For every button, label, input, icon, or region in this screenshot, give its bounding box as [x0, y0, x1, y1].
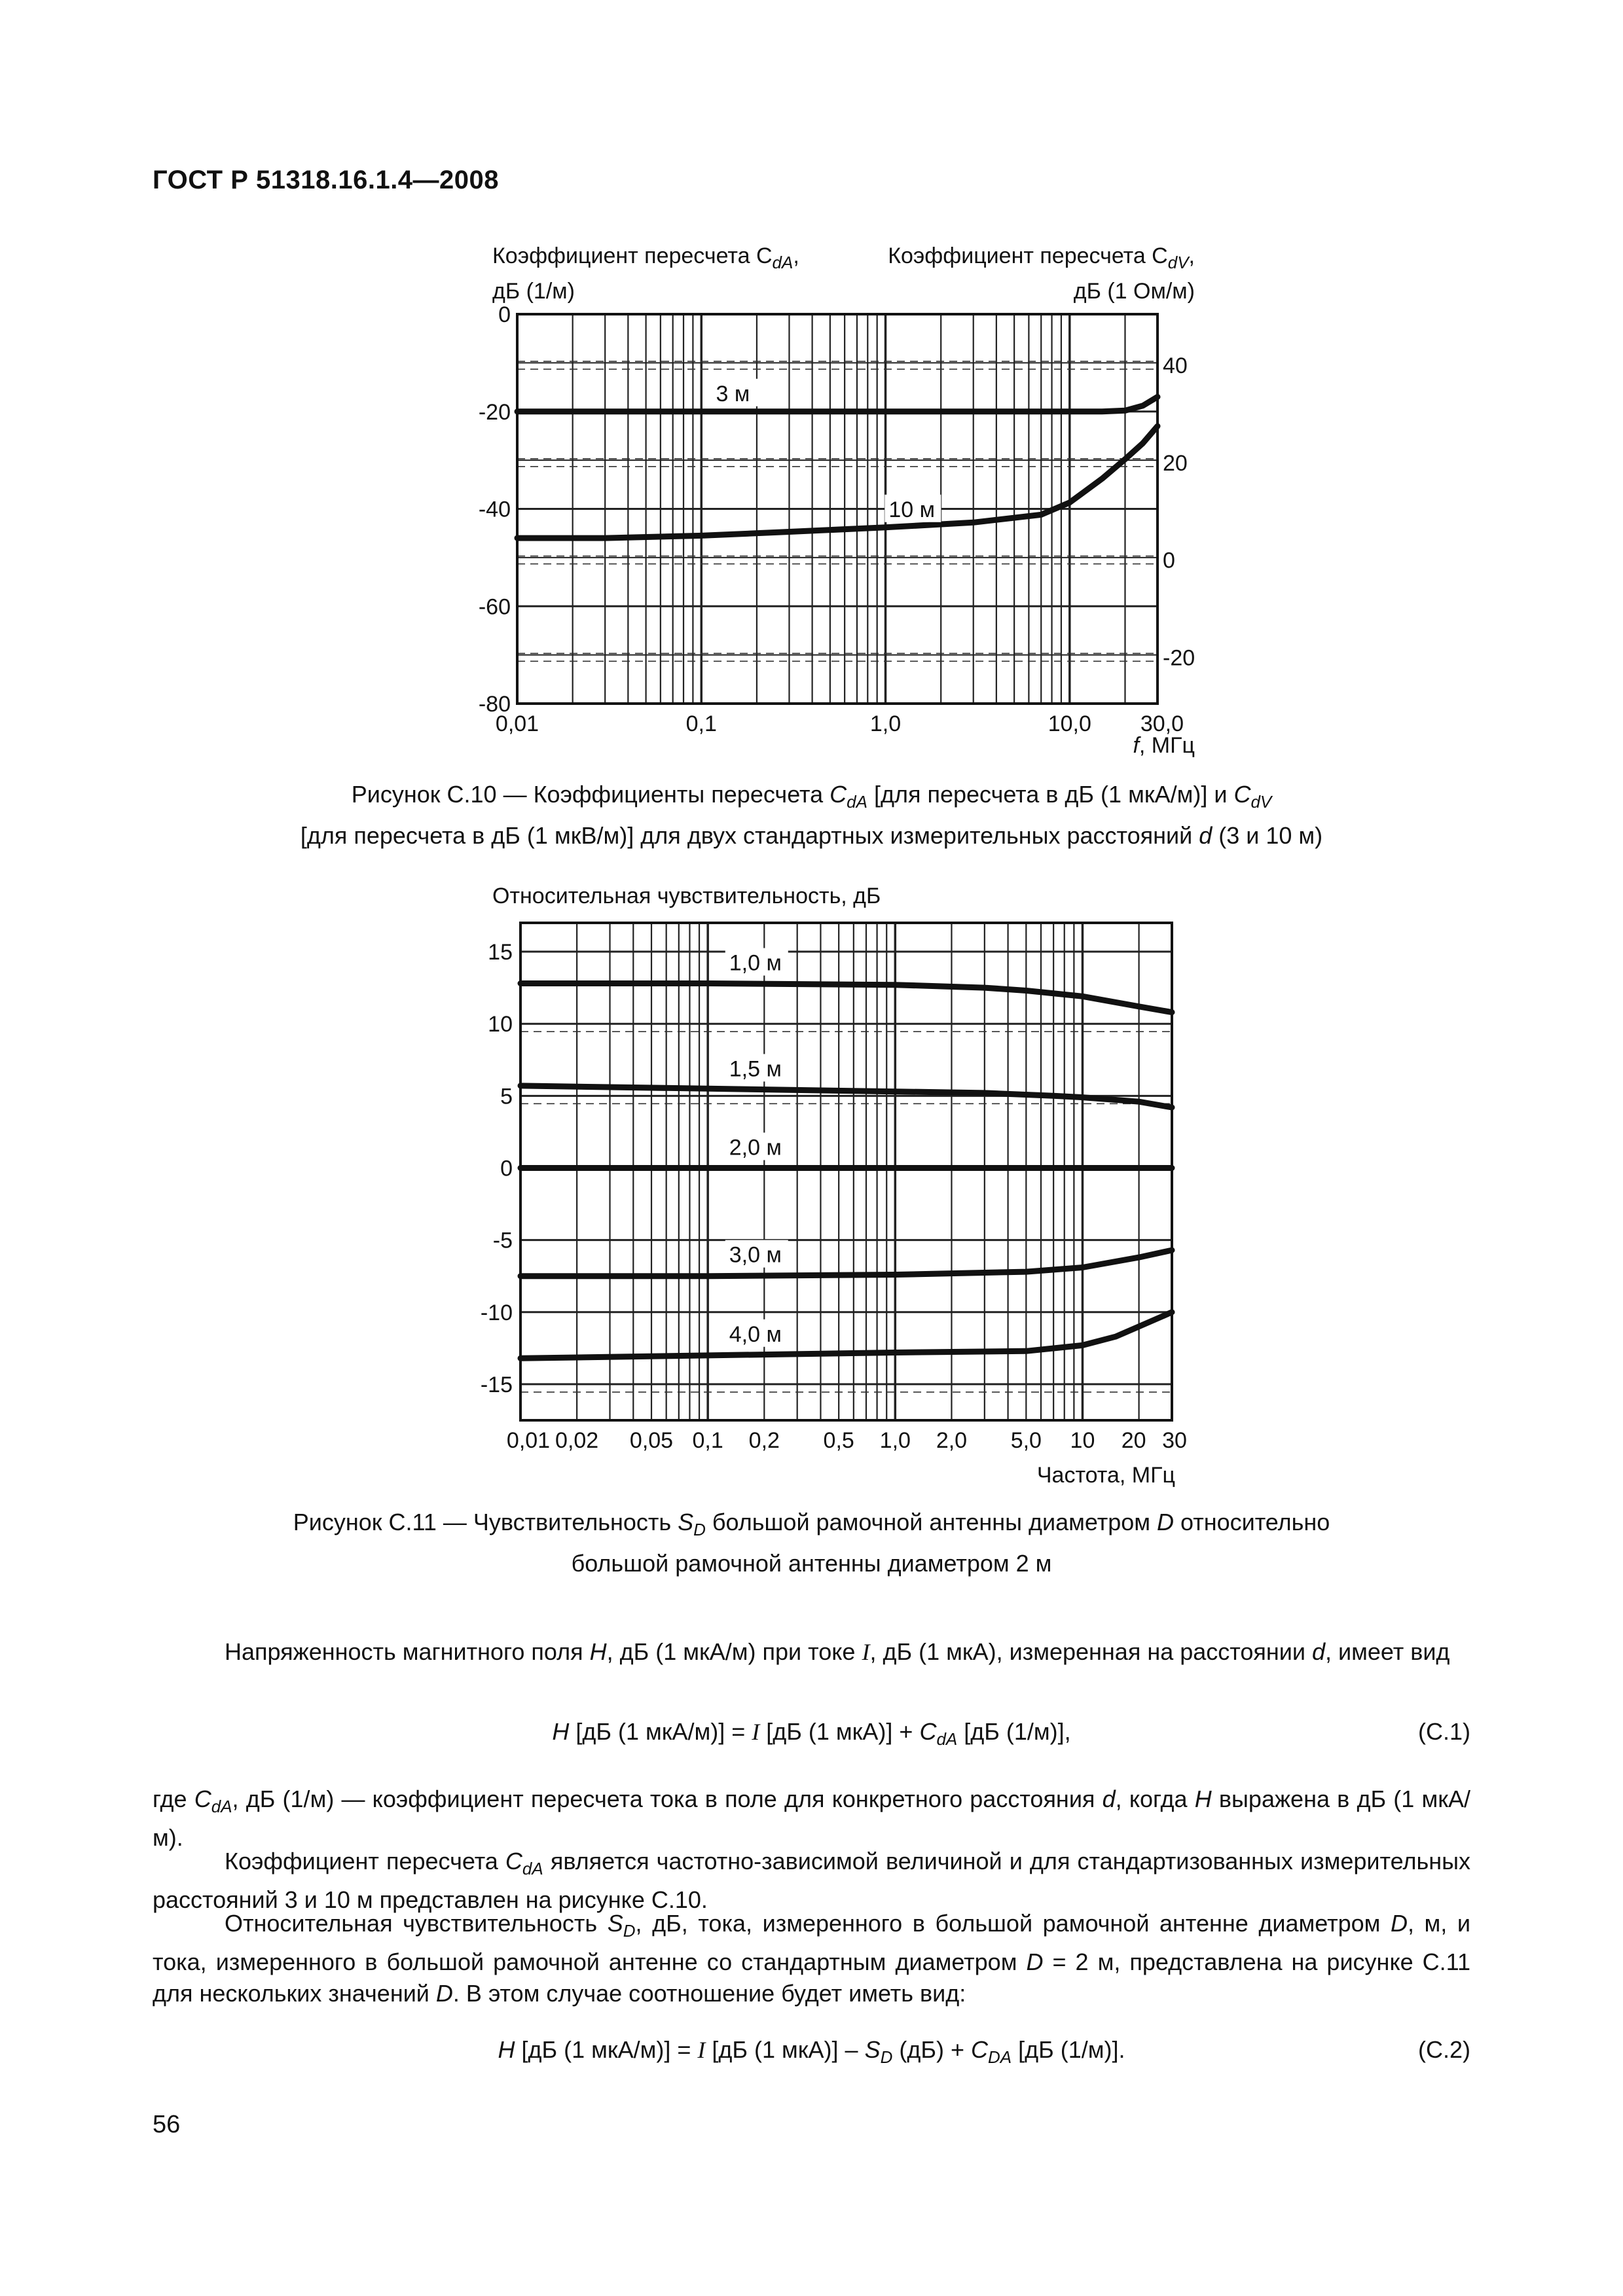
- y-tick-label: -10: [480, 1300, 513, 1325]
- y-tick-label: -15: [480, 1372, 513, 1397]
- x-tick-label: 2,0: [936, 1428, 968, 1453]
- x-axis-title: Частота, МГц: [1036, 1463, 1175, 1488]
- paragraph-coefficient: Коэффициент пересчета $C_{dA}$ является частотно-зависимой величиной и для стандартизованных измерительных расстояний 3 и 10 м представлен на рисунке С.10.: [153, 1848, 1470, 1913]
- x-tick-label: 10,0: [1048, 711, 1091, 736]
- page-number: 56: [153, 2111, 181, 2138]
- figure-c11-caption: Рисунок С.11 — Чувствительность $S_D$ большой рамочной антенны диаметром D относительно большой рамочной антенны диаметром 2 м: [293, 1509, 1330, 1577]
- y-tick-label: 5: [500, 1084, 513, 1109]
- x-tick-label: 0,5: [823, 1428, 854, 1453]
- y-tick-label: -5: [492, 1228, 513, 1253]
- series-label: 2,0 м: [729, 1135, 782, 1160]
- figure-c10-caption: Рисунок С.10 — Коэффициенты пересчета $C_{dA}$ [для пересчета в дБ (1 мкА/м)] и $C_{dV}$ [для пересчета в дБ (1 мкВ/м)] для двух стандартных измерительных расстояний d (3 и 10 м): [300, 781, 1323, 849]
- y-tick-label: -40: [478, 497, 511, 522]
- y2-tick-label: 0: [1163, 548, 1175, 573]
- y-tick-label: -20: [478, 399, 511, 425]
- series-label: 3 м: [716, 381, 750, 406]
- tick-labels: [481, 940, 1187, 1453]
- series-label: 3,0 м: [729, 1242, 782, 1268]
- y-tick-label: -60: [478, 594, 511, 620]
- y-tick-label: 0: [500, 1156, 513, 1181]
- x-tick-label: 20: [1121, 1428, 1146, 1453]
- x-tick-label: 10: [1070, 1428, 1095, 1453]
- paragraph-where: где $C_{dA}$, дБ (1/м) — коэффициент пересчета тока в поле для конкретного расстояния d, когда H выражена в дБ (1 мкА/м).: [153, 1785, 1470, 1851]
- x-axis-title: f, МГц: [1133, 733, 1195, 758]
- x-tick-label: 30,0: [1140, 711, 1184, 736]
- x-tick-label: 1,0: [879, 1428, 911, 1453]
- y2-tick-label: 20: [1163, 450, 1188, 476]
- right-axis-title-line2: дБ (1 Ом/м): [1073, 279, 1195, 304]
- x-tick-label: 1,0: [869, 711, 902, 736]
- equation-c2-number: (С.2): [1418, 2036, 1470, 2063]
- series-label: 1,5 м: [729, 1056, 782, 1082]
- left-axis-title-line1: Коэффициент пересчета $C_{dA}$,: [492, 243, 799, 272]
- x-tick-label: 0,01: [506, 1428, 551, 1453]
- x-tick-label: 0,05: [629, 1428, 674, 1453]
- paragraph-field-strength: Напряженность магнитного поля H, дБ (1 мкА/м) при токе I, дБ (1 мкА), измеренная на расстоянии d, имеет вид: [225, 1638, 1450, 1665]
- x-tick-label: 0,02: [555, 1428, 599, 1453]
- y2-tick-label: 40: [1163, 353, 1188, 379]
- y-axis-title: Относительная чувствительность, дБ: [492, 884, 881, 908]
- y-tick-label: 15: [488, 940, 513, 965]
- figure-c10-chart: [0, 236, 1623, 779]
- x-tick-label: 30: [1162, 1428, 1187, 1453]
- y-tick-label: 10: [488, 1012, 513, 1037]
- document-header: ГОСТ Р 51318.16.1.4—2008: [153, 166, 500, 194]
- x-tick-label: 0,1: [685, 711, 717, 736]
- x-tick-label: 5,0: [1010, 1428, 1042, 1453]
- y-tick-label: 0: [498, 302, 511, 327]
- x-tick-label: 0,01: [495, 711, 539, 736]
- right-axis-title-line1: Коэффициент пересчета $C_{dV}$,: [888, 243, 1195, 272]
- y-tick-label: -80: [478, 692, 511, 717]
- y2-tick-label: -20: [1163, 645, 1195, 671]
- equation-c1-number: (С.1): [1418, 1718, 1470, 1745]
- series-label: 10 м: [888, 497, 935, 522]
- left-axis-title-line2: дБ (1/м): [492, 279, 575, 304]
- figure-c11-chart: [0, 877, 1623, 1499]
- series-label: 1,0 м: [729, 950, 782, 976]
- x-tick-label: 0,1: [692, 1428, 723, 1453]
- series-label: 4,0 м: [729, 1321, 782, 1347]
- tick-labels: [479, 302, 1195, 736]
- x-tick-label: 0,2: [748, 1428, 780, 1453]
- paragraph-sensitivity: Относительная чувствительность $S_D$, дБ, тока, измеренного в большой рамочной антенне диаметром D, м, и тока, измеренного в большой рамочной антенне со стандартным диаметром D = 2 м, представлена на рисунке С.11 для нескольких значений D. В этом случае соотношение будет иметь вид:: [153, 1910, 1471, 2007]
